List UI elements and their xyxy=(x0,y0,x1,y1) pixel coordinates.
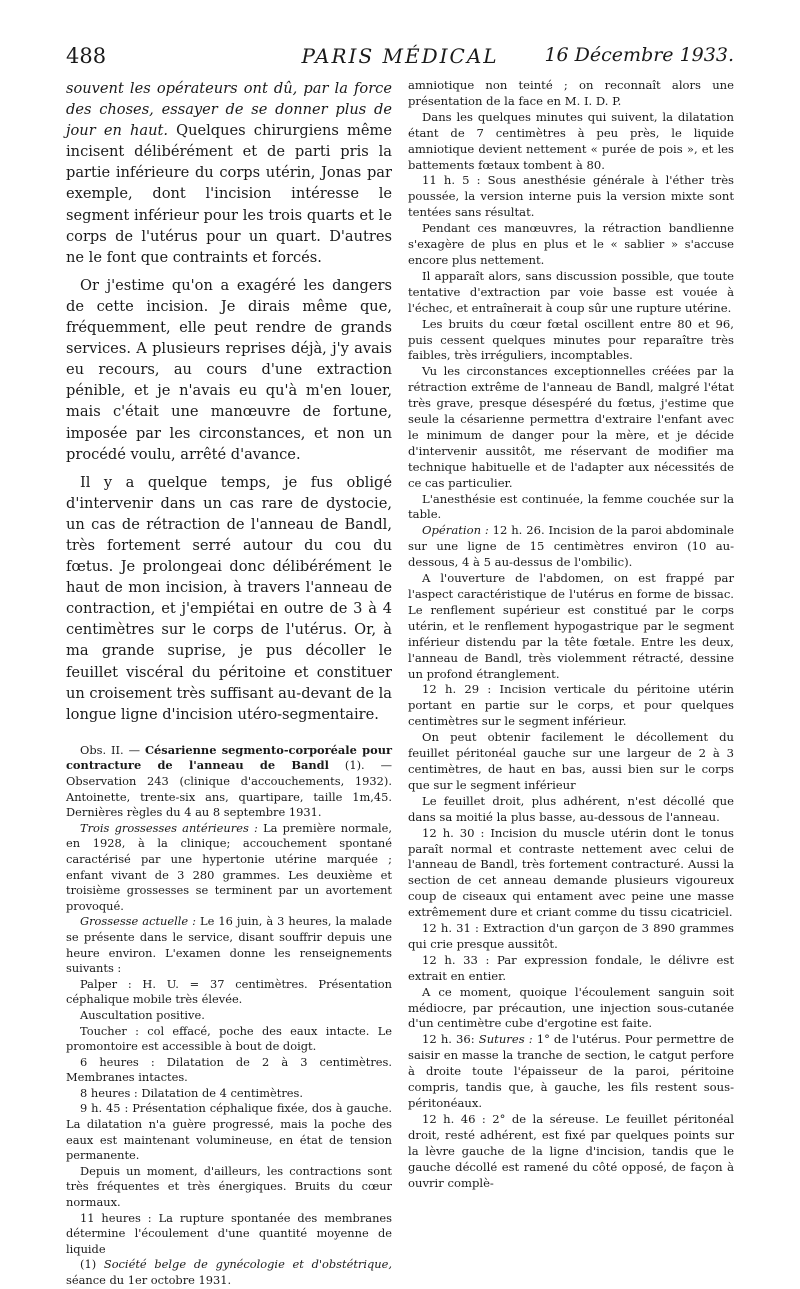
operation-label: Opération : xyxy=(422,523,489,538)
sutures-entry xyxy=(408,1032,734,1112)
obs-title: Césarienne segmento-corporéale pour contracture de l'anneau de Bandl xyxy=(66,742,392,773)
footnote xyxy=(66,1257,392,1288)
right-para-19: 12 h. 46 : 2° de la séreuse. Le feuillet péritonéal droit, resté adhérent, est fixé par quelques points sur la lèvre gauche de la ligne d'incision, tandis que le gauche décollé est ramené du côté opposé, de façon à ouvrir complè- xyxy=(408,1111,734,1190)
palpation: Palper : H. U. = 37 centimètres. Présentation céphalique mobile très élevée. xyxy=(66,976,392,1007)
right-para-11: 12 h. 29 : Incision verticale du péritoine utérin portant en partie sur le corps, et pour quelques centimètres sur le segment inférieur. xyxy=(408,682,734,729)
intro-rest: Quelques chirurgiens même incisent délibérément et de parti pris la partie inférieure du corps utérin, Jonas par exemple, dont l'incision intéresse le segment inférieur pour les trois quarts et le corps de l'utérus pour un quart. D'autres ne le font que contraints et forcés. xyxy=(66,122,392,266)
running-header xyxy=(66,44,734,74)
contractions-note: Depuis un moment, d'ailleurs, les contractions sont très fréquentes et très énergiques. Bruits du cœur normaux. xyxy=(66,1163,392,1210)
entry-6h: 6 heures : Dilatation de 2 à 3 centimètres. Membranes intactes. xyxy=(66,1054,392,1085)
right-para-15: 12 h. 31 : Extraction d'un garçon de 3 890 grammes qui crie presque aussitôt. xyxy=(408,921,734,951)
journal-title: PARIS MÉDICAL xyxy=(301,44,499,68)
right-para-10: A l'ouverture de l'abdomen, on est frappé par l'aspect caractéristique de l'utérus en forme de bissac. Le renflement supérieur est constitué par le corps utérin, et le renflement hypogastrique par le segment inférieur distendu par la tête fœtale. Entre les deux, l'anneau de Bandl, très violemment rétracté, dessine un profond étranglement. xyxy=(408,571,734,681)
intro-italic: souvent les opérateurs ont dû, par la force des choses, essayer de se donner plus de jour en haut. xyxy=(66,80,392,140)
paragraph-3: Il y a quelque temps, je fus obligé d'intervenir dans un cas rare de dystocie, un cas de rétraction de l'anneau de Bandl, très fortement serré autour du cou du fœtus. Je prolongeai donc délibérément le haut de mon incision, à travers l'anneau de contraction, et j'empiétai en outre de 3 à 4 centimètres sur le corps de l'utérus. Or, à ma grande suprise, je pus décoller le feuillet viscéral du péritoine et constituer un croisement très suffisant au-devant de la longue ligne d'incision utéro-segmentaire. xyxy=(66,473,393,723)
entry-11h: 11 heures : La rupture spontanée des membranes détermine l'écoulement d'une quantité moyenne de liquide xyxy=(66,1210,392,1256)
right-para-1: amniotique non teinté ; on reconnaît alors une présentation de la face en M. I. D. P. xyxy=(408,78,734,108)
right-para-8: L'anesthésie est continuée, la femme couchée sur la table. xyxy=(408,491,734,522)
current-pregnancy xyxy=(66,914,392,976)
sutures-time: 12 h. 36: xyxy=(422,1032,479,1047)
right-para-5: Il apparaît alors, sans discussion possible, que toute tentative d'extraction par voie basse est vouée à l'échec, et entraînerait à coup sûr une rupture utérine. xyxy=(408,268,734,315)
page-number: 488 xyxy=(66,44,107,68)
right-column xyxy=(408,78,734,1191)
issue-date: 16 Décembre 1933. xyxy=(544,44,734,66)
footnote-rest: séance du 1er octobre 1931. xyxy=(66,1273,232,1287)
operation-start xyxy=(408,523,734,571)
vaginal-exam: Toucher : col effacé, poche des eaux intacte. Le promontoire est accessible à bout de doigt. xyxy=(66,1023,392,1054)
right-para-14: 12 h. 30 : Incision du muscle utérin dont le tonus paraît normal et contraste nettement avec celui de l'anneau de Bandl, très fortement contracturé. Aussi la section de cet anneau demande plusieurs vigoureux coup de ciseaux qui entament avec peine une masse extrêmement dure et criant comme du tissu cicatriciel. xyxy=(408,825,734,920)
right-para-16: 12 h. 33 : Par expression fondale, le délivre est extrait en entier. xyxy=(408,952,734,983)
current-text: Le 16 juin, à 3 heures, la malade se présente dans le service, disant souffrir depuis une heure environ. L'examen donne les renseignements suivants : xyxy=(66,914,392,976)
auscultation: Auscultation positive. xyxy=(80,1007,205,1022)
sutures-label: Sutures : xyxy=(478,1032,533,1047)
main-text xyxy=(66,78,392,725)
paragraph-2: Or j'estime qu'on a exagéré les dangers de cette incision. Je dirais même que, fréquemment, elle peut rendre de grands services. A plusieurs reprises déjà, j'y avais eu recours, au cours d'une extraction pénible, et je n'avais eu qu'à m'en louer, mais c'était une manœuvre de fortune, imposée par les circonstances, et non un procédé voulu, arrêté d'avance. xyxy=(66,276,392,463)
observation-block xyxy=(66,743,392,1289)
right-para-3: 11 h. 5 : Sous anesthésie générale à l'éther très poussée, la version interne puis la version mixte sont tentées sans résultat. xyxy=(408,173,734,220)
previous-pregnancies xyxy=(66,821,392,915)
previous-text: La première normale, en 1928, à la clinique; accouchement spontané caractérisé par une hypertonie utérine marquée ; enfant vivant de 3 280 grammes. Les deuxième et troisième grossesses se terminent par un avortement provoqué. xyxy=(66,820,392,913)
right-para-12: On peut obtenir facilement le décollement du feuillet péritonéal gauche sur une largeur de 2 à 3 centimètres, de haut en bas, aussi bien sur le corps que sur le segment inférieur xyxy=(408,730,734,792)
footnote-society: Société belge de gynécologie et d'obstétrique, xyxy=(103,1257,393,1272)
observation-heading xyxy=(66,743,392,821)
sutures-text: 1° de l'utérus. Pour permettre de saisir en masse la tranche de section, le catgut perfore à droite toute l'épaisseur de la paroi, péritoine compris, tandis que, à gauche, les fils restent sous-péritonéaux. xyxy=(408,1032,734,1110)
right-para-4: Pendant ces manœuvres, la rétraction bandlienne s'exagère de plus en plus et le « sablier » s'accuse encore plus nettement. xyxy=(408,221,734,267)
right-para-17: A ce moment, quoique l'écoulement sanguin soit médiocre, par précaution, une injection sous-cutanée d'un centimètre cube d'ergotine est faite. xyxy=(408,984,734,1031)
obs-label: Obs. II. — xyxy=(80,742,145,757)
right-para-2: Dans les quelques minutes qui suivent, la dilatation étant de 7 centimètres à peu près, le liquide amniotique devient nettement « purée de pois », et les battements fœtaux tombent à 80. xyxy=(408,109,734,172)
right-para-7: Vu les circonstances exceptionnelles créées par la rétraction extrême de l'anneau de Bandl, malgré l'état très grave, presque désespéré du fœtus, j'estime que seule la césarienne permettra d'extraire l'enfant avec le minimum de danger pour la mère, et je décide d'intervenir aussitôt, me réservant de modifier ma technique habituelle et de l'adapter aux nécessités de ce cas particulier. xyxy=(408,364,734,490)
paragraph-intro xyxy=(66,78,392,268)
footnote-number: (1) xyxy=(80,1257,104,1272)
left-column xyxy=(66,78,392,1289)
obs-intro: (1). — Observation 243 (clinique d'accouchements, 1932). Antoinette, trente-six ans, quartipare, taille 1m,45. Dernières règles du 4 au 8 septembre 1931. xyxy=(66,758,392,820)
entry-8h: 8 heures : Dilatation de 4 centimètres. xyxy=(80,1085,303,1100)
right-para-6: Les bruits du cœur fœtal oscillent entre 80 et 96, puis cessent quelques minutes pour reparaître très faibles, très irréguliers, incomptables. xyxy=(408,316,734,363)
current-label: Grossesse actuelle : xyxy=(80,914,196,929)
previous-label: Trois grossesses antérieures : xyxy=(80,820,258,835)
operation-text: 12 h. 26. Incision de la paroi abdominale sur une ligne de 15 centimètres environ (10 au-dessous, 4 à 5 au-dessus de l'ombilic). xyxy=(408,523,734,570)
entry-9h45: 9 h. 45 : Présentation céphalique fixée, dos à gauche. La dilatation n'a guère progressé, mais la poche des eaux est maintenant volumineuse, en état de tension permanente. xyxy=(66,1101,392,1163)
right-para-13: Le feuillet droit, plus adhérent, n'est décollé que dans sa moitié la plus basse, au-dessous de l'anneau. xyxy=(408,793,734,824)
